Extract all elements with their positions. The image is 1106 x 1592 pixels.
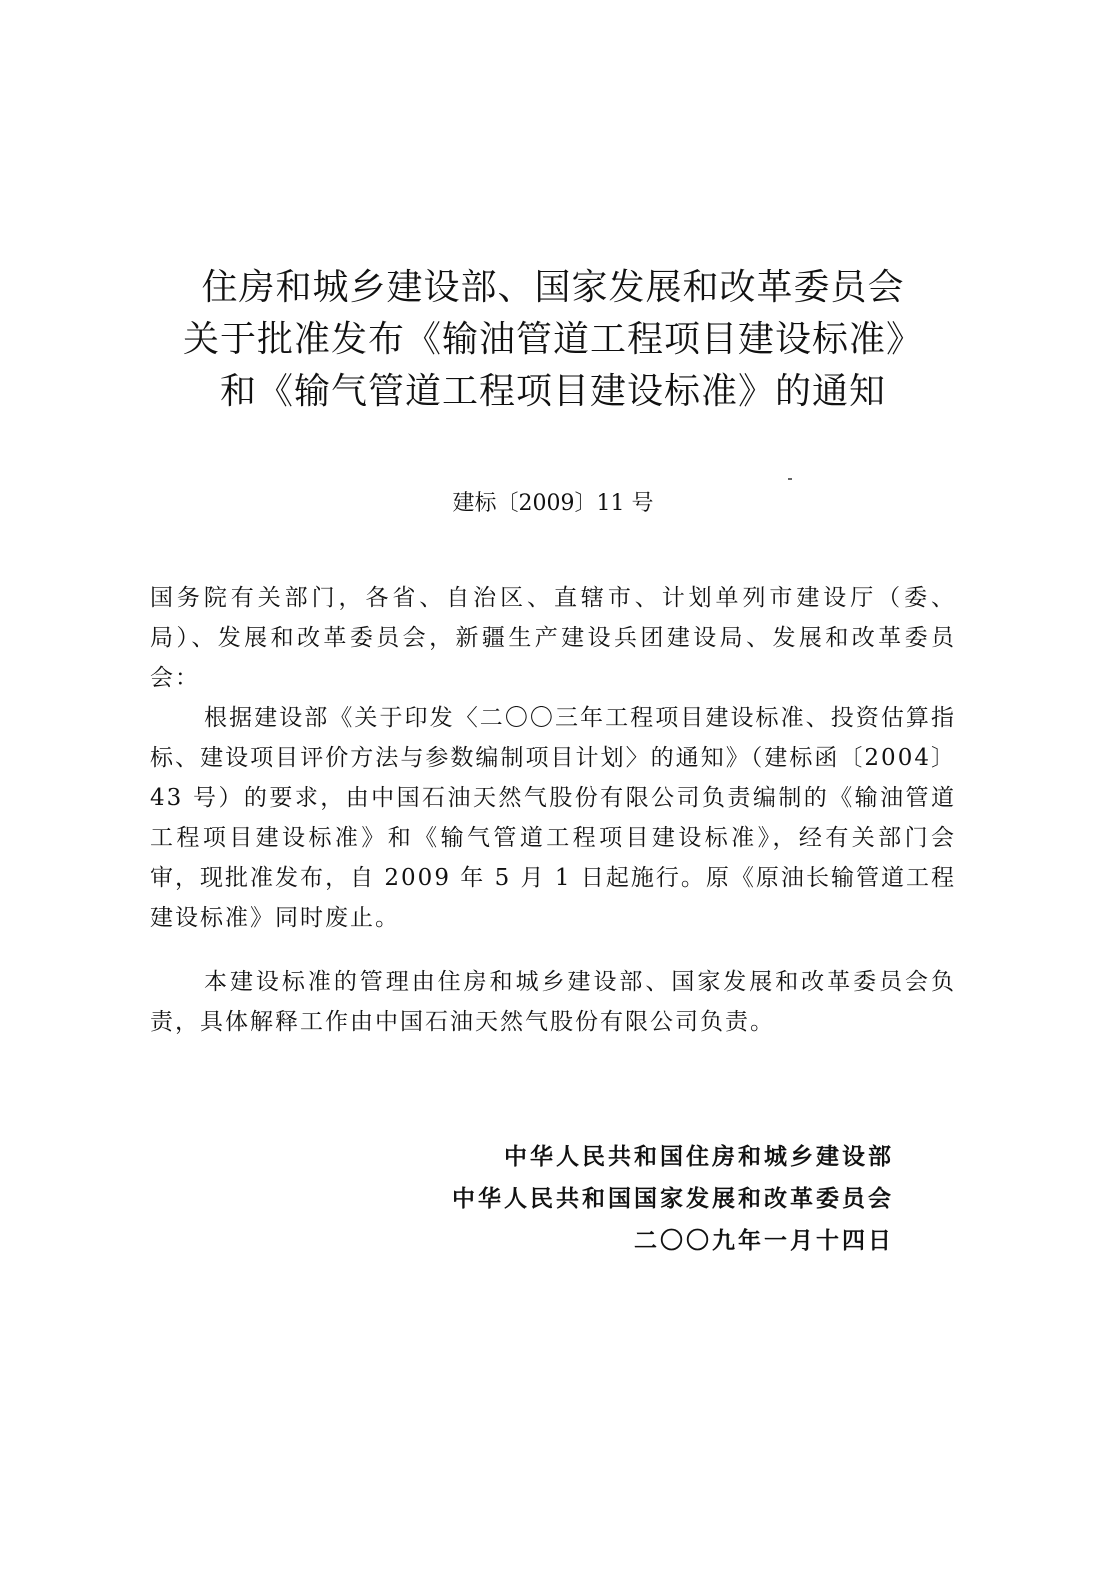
issuer-ministry-housing: 中华人民共和国住房和城乡建设部	[504, 1144, 894, 1170]
title-line-2: 关于批准发布《输油管道工程项目建设标准》	[182, 319, 923, 360]
addressee-paragraph: 国务院有关部门，各省、自治区、直辖市、计划单列市建设厅（委、局）、发展和改革委员会，新疆生产建设兵团建设局、发展和改革委员会：	[150, 585, 956, 691]
signature-block	[452, 1136, 894, 1262]
notice-title	[0, 262, 1106, 418]
body-paragraph-2: 本建设标准的管理由住房和城乡建设部、国家发展和改革委员会负责，具体解释工作由中国石油天然气股份有限公司负责。	[150, 969, 956, 1035]
issuer-ndrc: 中华人民共和国国家发展和改革委员会	[452, 1186, 894, 1212]
scan-speck	[788, 478, 792, 480]
issue-date: 二〇〇九年一月十四日	[634, 1228, 894, 1254]
title-line-1: 住房和城乡建设部、国家发展和改革委员会	[201, 267, 905, 308]
title-line-3: 和《输气管道工程项目建设标准》的通知	[219, 371, 886, 412]
body-paragraph-1: 根据建设部《关于印发〈二〇〇三年工程项目建设标准、投资估算指标、建设项目评价方法与参数编制项目计划〉的通知》（建标函〔2004〕43 号）的要求，由中国石油天然气股份有限公司负责编制的《输油管道工程项目建设标准》和《输气管道工程项目建设标准》，经有关部门会审，现批准发布，自 2009 年 5 月 1 日起施行。原《原油长输管道工程建设标准》同时废止。	[150, 705, 956, 931]
document-number: 建标〔2009〕11 号	[452, 491, 654, 516]
